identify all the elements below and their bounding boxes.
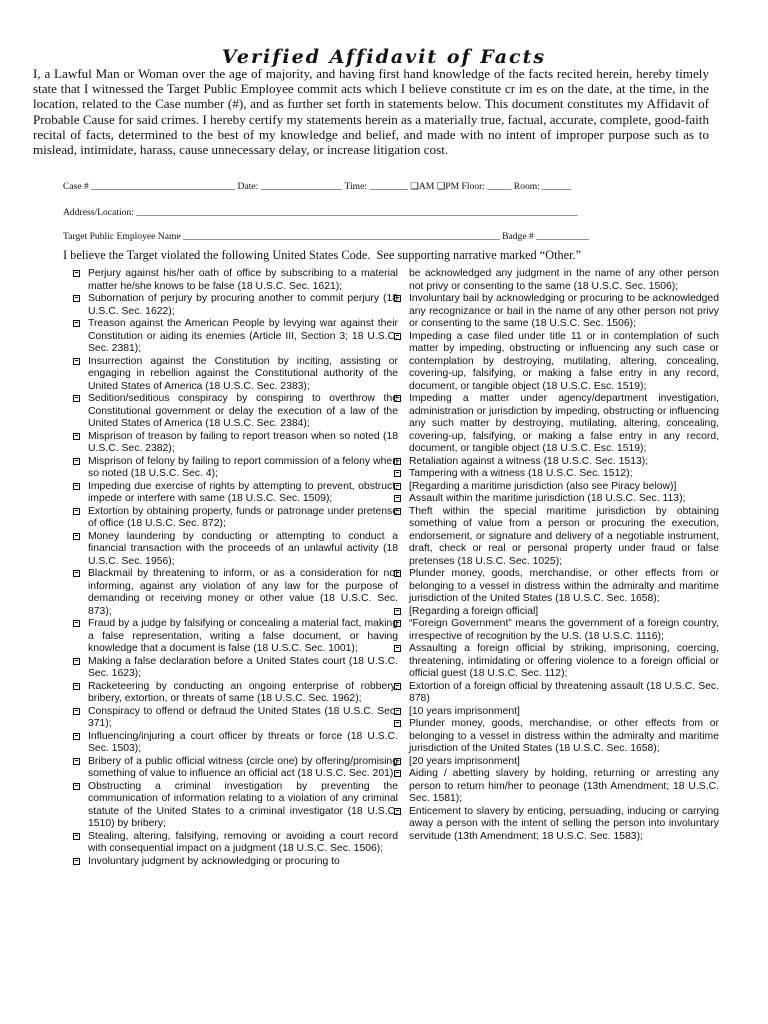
checkbox[interactable] (394, 508, 401, 515)
violation-item (394, 393, 719, 456)
violation-item-text: Assault within the maritime jurisdiction (18 U.S.C. Sec. 113); (409, 493, 686, 504)
violation-item-text: Misprison of felony by failing to report commission of a felony when so noted (18 U.S.C. Sec. 4); (88, 455, 398, 479)
violation-item-text: Insurrection against the Constitution by inciting, assisting or engaging in rebellion against the Constitutional authority of the United States of America (18 U.S.C. Sec. 2383); (88, 355, 398, 392)
violation-item-text: Impeding a matter under agency/department investigation, administration or jurisdiction by impeding, obstructing or influencing any such matter by destroying, mutilating, altering, concealing, covering-up, falsifying, or making a false entry in any record, document, or tangible object (18 U.S.C. Esc. 1519); (409, 393, 719, 454)
violation-item (394, 506, 719, 569)
violation-item (73, 781, 398, 831)
checkbox[interactable] (394, 683, 401, 690)
case-date-time-line: Case # ______________________________ Date: _________________ Time: ________ ❏AM ❏PM Floor: _____ Room: ______ (63, 181, 572, 192)
checkbox[interactable] (394, 808, 401, 815)
checkbox[interactable] (73, 395, 80, 402)
violation-item-text: Impeding a case filed under title 11 or in contemplation of such matter by impeding, obstructing or influencing any such case or contemplation by destroying, mutilating, altering, concealing, covering-up, falsifying, or making a false entry in any record, document, or tangible object (18 U.S.C. Esc. 1519); (409, 330, 719, 392)
violation-item-text: Extortion of a foreign official by threatening assault (18 U.S.C. Sec. 878) (409, 680, 719, 704)
violation-item (73, 856, 398, 869)
violation-item (73, 481, 398, 506)
violation-item (394, 768, 719, 806)
violation-item-text: Fraud by a judge by falsifying or concealing a material fact, making a false representation, writing a false document, or having knowledge that a document is false (18 U.S.C. Sec. 1001); (88, 618, 398, 654)
checkbox[interactable] (394, 645, 401, 652)
violation-item (394, 681, 719, 706)
checkbox[interactable] (73, 570, 80, 577)
violation-item (73, 431, 398, 456)
violation-item-text: Treason against the American People by levying war against their Constitution or aiding its enemies (Article III, Section 3; 18 U.S.C. Sec. 2381); (88, 318, 398, 354)
checkbox[interactable] (394, 770, 401, 777)
violation-item (73, 656, 398, 681)
violation-item-text: “Foreign Government” means the government of a foreign country, irrespective of recognition by the U.S. (18 U.S.C. 1116); (409, 618, 719, 642)
violation-item-text: Misprison of treason by failing to report treason when so noted (18 U.S.C. Sec. 2382); (88, 430, 398, 454)
violation-item (394, 331, 719, 394)
violation-item (73, 356, 398, 394)
violation-item-text: Subornation of perjury by procuring another to commit perjury (18 U.S.C. Sec. 1622); (88, 293, 398, 317)
violation-item (73, 618, 398, 656)
violation-item (73, 318, 398, 356)
checkbox[interactable] (394, 458, 401, 465)
checkbox[interactable] (73, 758, 80, 765)
violation-item-text: Plunder money, goods, merchandise, or other effects from or belonging to a vessel in distress within the admiralty and maritime jurisdiction of the United States (18 U.S.C. Sec. 1658); (409, 718, 719, 754)
checkbox[interactable] (73, 620, 80, 627)
violation-item-text: Bribery of a public official witness (circle one) by offering/promising something of value to influence an official act (18 U.S.C. Sec. 201); (88, 755, 398, 779)
checkbox[interactable] (73, 270, 80, 277)
violation-item (394, 606, 719, 619)
checkbox[interactable] (73, 708, 80, 715)
checkbox[interactable] (394, 333, 401, 340)
violation-item-text: Obstructing a criminal investigation by preventing the communication of information relating to a violation of any criminal statute of the United States to a criminal investigator (18 U.S.C. 1510) by bribery; (88, 780, 398, 829)
violation-item-text: Retaliation against a witness (18 U.S.C. Sec. 1513); (409, 455, 649, 467)
checkbox[interactable] (394, 620, 401, 627)
violation-item (73, 706, 398, 731)
checkbox[interactable] (394, 570, 401, 577)
violation-item (394, 806, 719, 844)
violation-item-text: Involuntary bail by acknowledging or procuring to be acknowledged any recognizance or bail in the name of any other person not privy or consenting to the same (18 U.S.C. Sec. 1506); (409, 293, 719, 329)
right-column (394, 268, 719, 843)
continued-item-text: be acknowledged any judgment in the name of any other person not privy or consenting to the same (18 U.S.C. Sec. 1506); (409, 268, 719, 292)
violation-item (394, 706, 719, 719)
violation-item-text: Impeding due exercise of rights by attempting to prevent, obstruct, impede or interfere with same (18 U.S.C. Sec. 1509); (88, 480, 398, 504)
violation-item-text: Stealing, altering, falsifying, removing or avoiding a court record with consequential impact on a judgment (18 U.S.C. Sec. 1506); (88, 830, 398, 854)
violation-item-text: [10 years imprisonment] (409, 705, 520, 717)
violation-statement: I believe the Target violated the following United States Code. See supporting narrative marked “Other.” (63, 248, 582, 262)
employee-name-badge-line: Target Public Employee Name __________________________________________________________________ Badge # ___________ (63, 231, 589, 242)
checkbox[interactable] (73, 433, 80, 440)
checkbox[interactable] (73, 783, 80, 790)
violation-item-text: Racketeering by conducting an ongoing enterprise of robbery, bribery, extortion, or threats of same (18 U.S.C. Sec. 1962); (88, 680, 398, 704)
violation-item-text: Making a false declaration before a United States court (18 U.S.C. Sec. 1623); (88, 655, 398, 679)
checkbox[interactable] (394, 708, 401, 715)
violation-item-text: Plunder money, goods, merchandise, or other effects from or belonging to a vessel in distress within the admiralty and maritime jurisdiction of the United States (18 U.S.C. Sec. 1658); (409, 568, 719, 604)
violation-item-text: Perjury against his/her oath of office by subscribing to a material matter he/she knows to be false (18 U.S.C. Sec. 1621); (88, 268, 398, 292)
violation-item-text: Influencing/injuring a court officer by threats or force (18 U.S.C. Sec. 1503); (88, 730, 398, 754)
violation-item (73, 568, 398, 618)
address-location-line: Address/Location: ____________________________________________________________________________________________ (63, 207, 578, 218)
checkbox[interactable] (394, 495, 401, 502)
checkbox[interactable] (394, 470, 401, 477)
violation-item (394, 643, 719, 681)
violation-item-text: Sedition/seditious conspiracy by conspiring to overthrow the Constitutional government or delay the execution of a law of the United States of America (18 U.S.C. Sec. 2384); (88, 393, 398, 429)
violation-item (394, 618, 719, 643)
violation-item-text: Blackmail by threatening to inform, or as a consideration for not informing, against any violation of any law for the purpose of demanding or receiving money or other value (18 U.S.C. Sec. 873); (88, 568, 398, 617)
checkbox[interactable] (394, 720, 401, 727)
violation-item-text: Tampering with a witness (18 U.S.C. Sec. 1512); (409, 468, 633, 479)
violation-item-text: [20 years imprisonment] (409, 755, 520, 767)
violation-item (394, 481, 719, 494)
violation-item (73, 393, 398, 431)
violation-item-text: Enticement to slavery by enticing, persuading, inducing or carrying away a person with the intent of selling the person into involuntary servitude (13th Amendment; 18 U.S.C. Sec. 1583); (409, 805, 719, 842)
checkbox[interactable] (394, 608, 401, 615)
violation-item (73, 456, 398, 481)
violation-item (73, 506, 398, 531)
checkbox[interactable] (73, 358, 80, 365)
violation-item-text: Assaulting a foreign official by striking, imprisoning, coercing, threatening, intimidating or offering violence to a foreign official or official guest (18 U.S.C. Sec. 112); (409, 643, 719, 679)
violation-item-text: Conspiracy to offend or defraud the United States (18 U.S.C. Sec. 371); (88, 705, 398, 729)
violation-item (73, 831, 398, 856)
violation-item-text: Extortion by obtaining property, funds or patronage under pretense of office (18 U.S.C. Sec. 872); (88, 505, 398, 529)
checkbox[interactable] (73, 320, 80, 327)
violation-item (73, 293, 398, 318)
checkbox[interactable] (73, 508, 80, 515)
violation-item (394, 493, 719, 506)
checkbox[interactable] (394, 758, 401, 765)
checkbox[interactable] (73, 833, 80, 840)
violation-item (73, 531, 398, 569)
violation-item (394, 293, 719, 331)
checkbox[interactable] (394, 295, 401, 302)
violation-item (394, 756, 719, 769)
violation-item-text: Aiding / abetting slavery by holding, returning or arresting any person to return him/her to peonage (13th Amendment; 18 U.S.C. Sec. 1581); (409, 768, 719, 804)
violation-item (73, 268, 398, 293)
intro-paragraph: I, a Lawful Man or Woman over the age of majority, and having first hand knowledge of the facts recited herein, hereby timely state that I witnessed the Target Public Employee commit acts which I believe constitute cr im es on the date, at the time, in the location, related to the Case number (#), and as further set forth in statements below. This document constitutes my Affidavit of Probable Cause for said crimes. I hereby certify my statements herein as a materially true, factual, accurate, complete, good-faith recital of facts, determined to the best of my knowledge and belief, and made with no intent of improper purpose such as to mislead, intimidate, harass, cause unnecessary delay, or increase litigation cost. (33, 66, 709, 158)
violation-item (394, 468, 719, 481)
checkbox[interactable] (73, 458, 80, 465)
checkbox[interactable] (73, 733, 80, 740)
violation-item-text: Involuntary judgment by acknowledging or procuring to (88, 855, 340, 867)
violation-item (394, 456, 719, 469)
checkbox[interactable] (394, 395, 401, 402)
left-column (73, 268, 398, 868)
violation-item-text: [Regarding a foreign official] (409, 605, 539, 617)
violation-item (73, 756, 398, 781)
violation-item-text: [Regarding a maritime jurisdiction (also see Piracy below)] (409, 480, 677, 492)
checkbox[interactable] (394, 483, 401, 490)
violation-item (73, 681, 398, 706)
violation-item (73, 731, 398, 756)
checkbox[interactable] (73, 658, 80, 665)
checkbox[interactable] (73, 683, 80, 690)
violation-item (394, 718, 719, 756)
document-title: Verified Affidavit of Facts (221, 46, 547, 68)
violation-item (394, 568, 719, 606)
violation-item-text: Theft within the special maritime jurisdiction by obtaining something of value from a person or procuring the execution, endorsement, or signature and delivery of a negotiable instrument, draft, check or real or personal property under fraud or false pretenses (18 U.S.C. Sec. 1025); (409, 505, 719, 567)
checkbox[interactable] (73, 858, 80, 865)
violation-item-text: Money laundering by conducting or attempting to conduct a financial transaction with the proceeds of an unlawful activity (18 U.S.C. Sec. 1956); (88, 530, 398, 567)
checkbox[interactable] (73, 483, 80, 490)
checkbox[interactable] (73, 295, 80, 302)
checkbox[interactable] (73, 533, 80, 540)
